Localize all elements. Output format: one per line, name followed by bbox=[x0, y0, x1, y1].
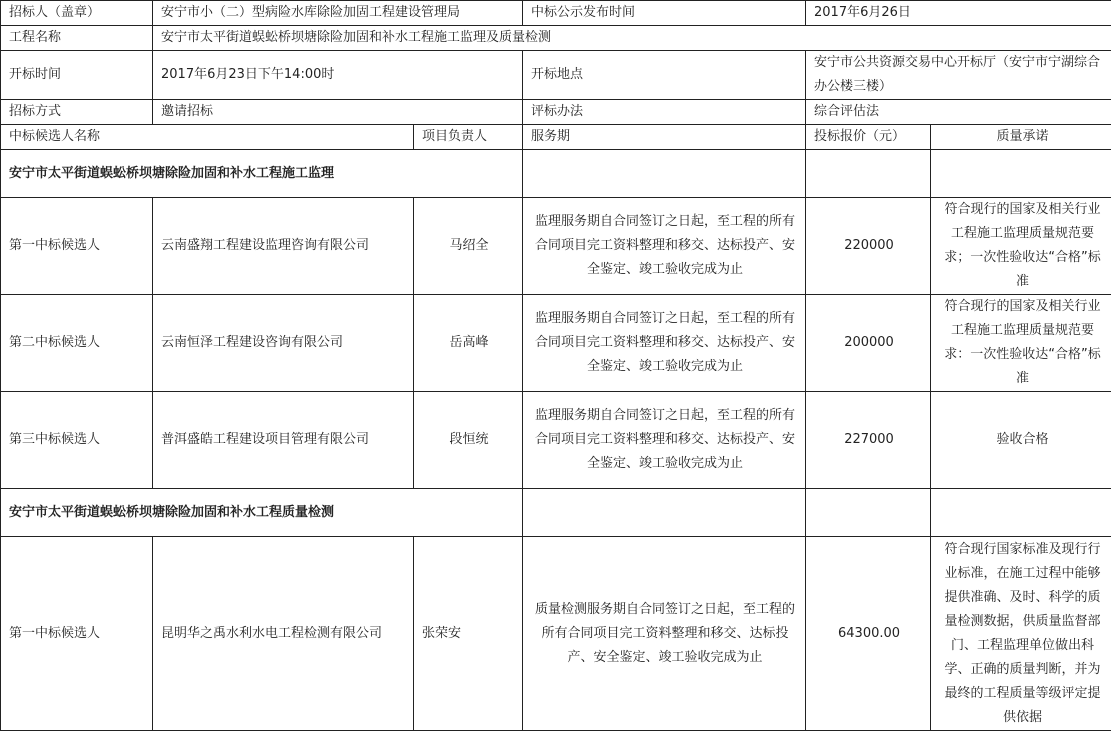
project-name-value: 安宁市太平街道蜈蚣桥坝塘除险加固和补水工程施工监理及质量检测 bbox=[153, 26, 1111, 51]
candidate-manager: 马绍全 bbox=[414, 198, 523, 295]
header-candidate: 中标候选人名称 bbox=[1, 125, 414, 150]
empty-cell bbox=[806, 489, 931, 537]
eval-label: 评标办法 bbox=[523, 100, 806, 125]
candidate-rank: 第二中标候选人 bbox=[1, 295, 153, 392]
candidate-quality: 验收合格 bbox=[931, 392, 1111, 489]
publish-time-value: 2017年6月26日 bbox=[806, 1, 1111, 26]
table-row bbox=[1, 537, 1111, 731]
candidate-price: 227000 bbox=[806, 392, 931, 489]
header-period: 服务期 bbox=[523, 125, 806, 150]
candidate-manager: 岳高峰 bbox=[414, 295, 523, 392]
header-quality: 质量承诺 bbox=[931, 125, 1111, 150]
empty-cell bbox=[931, 150, 1111, 198]
open-time-label: 开标时间 bbox=[1, 51, 153, 100]
empty-cell bbox=[806, 150, 931, 198]
candidate-price: 64300.00 bbox=[806, 537, 931, 731]
section-title-row bbox=[1, 489, 1111, 537]
method-value: 邀请招标 bbox=[153, 100, 523, 125]
empty-cell bbox=[931, 489, 1111, 537]
publish-time-label: 中标公示发布时间 bbox=[523, 1, 806, 26]
method-label: 招标方式 bbox=[1, 100, 153, 125]
column-header-row bbox=[1, 125, 1111, 150]
table-row bbox=[1, 198, 1111, 295]
candidate-manager: 段恒统 bbox=[414, 392, 523, 489]
open-info-row bbox=[1, 51, 1111, 100]
open-place-label: 开标地点 bbox=[523, 51, 806, 100]
project-name-label: 工程名称 bbox=[1, 26, 153, 51]
candidate-price: 200000 bbox=[806, 295, 931, 392]
method-row bbox=[1, 100, 1111, 125]
candidate-company: 普洱盛皓工程建设项目管理有限公司 bbox=[153, 392, 414, 489]
candidate-price: 220000 bbox=[806, 198, 931, 295]
eval-value: 综合评估法 bbox=[806, 100, 1111, 125]
header-price: 投标报价（元） bbox=[806, 125, 931, 150]
tenderer-value: 安宁市小（二）型病险水库除险加固工程建设管理局 bbox=[153, 1, 523, 26]
section-title: 安宁市太平街道蜈蚣桥坝塘除险加固和补水工程施工监理 bbox=[1, 150, 523, 198]
candidate-manager: 张荣安 bbox=[414, 537, 523, 731]
table-row bbox=[1, 295, 1111, 392]
candidate-company: 云南盛翔工程建设监理咨询有限公司 bbox=[153, 198, 414, 295]
tenderer-label: 招标人（盖章） bbox=[1, 1, 153, 26]
candidate-quality: 符合现行的国家及相关行业工程施工监理质量规范要求；一次性验收达“合格”标准 bbox=[931, 198, 1111, 295]
header-manager: 项目负责人 bbox=[414, 125, 523, 150]
candidate-period: 监理服务期自合同签订之日起，至工程的所有合同项目完工资料整理和移交、达标投产、安全鉴定、竣工验收完成为止 bbox=[523, 295, 806, 392]
candidate-period: 质量检测服务期自合同签订之日起，至工程的所有合同项目完工资料整理和移交、达标投产、安全鉴定、竣工验收完成为止 bbox=[523, 537, 806, 731]
empty-cell bbox=[523, 150, 806, 198]
candidate-rank: 第一中标候选人 bbox=[1, 198, 153, 295]
empty-cell bbox=[523, 489, 806, 537]
candidate-company: 昆明华之禹水利水电工程检测有限公司 bbox=[153, 537, 414, 731]
candidate-company: 云南恒泽工程建设咨询有限公司 bbox=[153, 295, 414, 392]
section-title-row bbox=[1, 150, 1111, 198]
table-row bbox=[1, 392, 1111, 489]
candidate-period: 监理服务期自合同签订之日起，至工程的所有合同项目完工资料整理和移交、达标投产、安全鉴定、竣工验收完成为止 bbox=[523, 198, 806, 295]
open-place-value: 安宁市公共资源交易中心开标厅（安宁市宁湖综合办公楼三楼） bbox=[806, 51, 1111, 100]
tenderer-row bbox=[1, 1, 1111, 26]
candidate-rank: 第三中标候选人 bbox=[1, 392, 153, 489]
candidate-period: 监理服务期自合同签订之日起，至工程的所有合同项目完工资料整理和移交、达标投产、安全鉴定、竣工验收完成为止 bbox=[523, 392, 806, 489]
candidate-quality: 符合现行国家标准及现行行业标准，在施工过程中能够提供准确、及时、科学的质量检测数据，供质量监督部门、工程监理单位做出科学、正确的质量判断，并为最终的工程质量等级评定提供依据 bbox=[931, 537, 1111, 731]
open-time-value: 2017年6月23日下午14:00时 bbox=[153, 51, 523, 100]
candidate-rank: 第一中标候选人 bbox=[1, 537, 153, 731]
candidate-quality: 符合现行的国家及相关行业工程施工监理质量规范要求：一次性验收达“合格”标准 bbox=[931, 295, 1111, 392]
project-name-row bbox=[1, 26, 1111, 51]
section-title: 安宁市太平街道蜈蚣桥坝塘除险加固和补水工程质量检测 bbox=[1, 489, 523, 537]
